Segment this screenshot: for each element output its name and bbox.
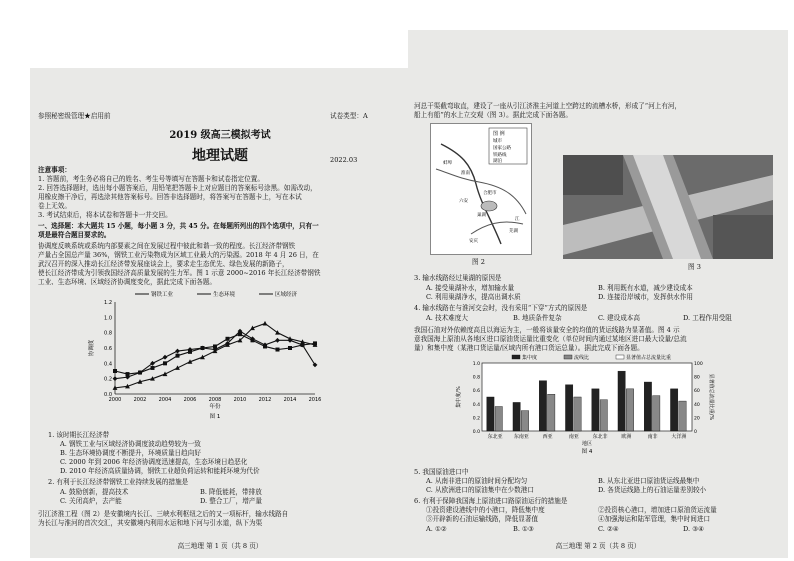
place-label: 六安 [459,199,468,204]
x-tick-label: 2004 [158,397,172,403]
exam-date: 2022.03 [330,156,358,164]
legend-swatch [616,355,624,359]
bar-流线比 [574,397,581,431]
place-label: 芜湖 [509,229,518,234]
q1-option-a: A. 钢铁工业与区域经济协调度波动趋势较为一致 [60,440,201,448]
bar-集中度 [565,385,572,431]
legend-item: 铁路线 [493,153,507,158]
bar-流线比 [548,394,555,431]
legend-swatch [512,355,520,359]
x-tick-label: 2016 [308,397,322,403]
data-point [213,344,217,348]
q2-option-b: B. 降低能耗，带排放 [200,488,262,496]
figure-3-caption: 图 3 [688,263,701,271]
data-point [275,338,280,343]
x-tick-label: 南非 [647,434,658,440]
y-tick-label: 0.8 [472,375,480,381]
bar-流线比 [521,411,528,431]
note-line: 1. 答题前，考生务必将自己的姓名、考生号等填写在答题卡和试卷指定位置。 [38,175,264,183]
data-point [251,338,255,342]
passage-line: 产量占全国总产量 36%，钢铁工业污染物成为区域工业最大的污染源。2018 年 4 月 26 日，在 [38,251,319,259]
y2-tick-label: 20 [694,416,700,422]
series-line-钢铁工业 [115,331,315,379]
x-tick-label: 2014 [283,397,297,403]
x-tick-label: 2012 [258,397,272,403]
data-point [288,346,292,350]
chart-caption: 图 4 [581,449,593,455]
bar-集中度 [592,389,599,431]
passage-line: 船上有船”的水上立交观（图 3）。据此完成下面各题。 [414,111,573,119]
x-tick-label: 东北非 [592,434,608,440]
passage-line: 引江济淮工程（图 2）是安徽境内长江、三峡水利枢纽之后的又一项标杆，输水线路自 [38,510,289,518]
aqueduct-photo-drawing [563,155,773,259]
page-footer: 高三地理 第 1 页（共 8 页） [177,542,263,550]
data-point [263,321,268,326]
bar-集中度 [670,389,677,431]
data-point [163,361,167,365]
data-point [188,350,192,354]
q3-option-a: A. 接受巢湖补水，增加输水量 [426,284,515,292]
x-tick-label: 2006 [183,397,197,403]
bar-集中度 [487,397,494,431]
x-tick-label: 2010 [233,397,247,403]
q6-choice-c: C. ②④ [598,525,619,533]
exam-page-2 [408,30,788,558]
y-tick-label: 0.6 [472,389,480,395]
place-label: 江 [515,217,520,222]
place-label: 蚌埠 [443,161,452,166]
data-point [163,355,168,360]
data-point [176,354,180,358]
field-dark [563,155,623,195]
question-2-stem: 2. 有利于长江经济带钢铁工业持续发展的措施是 [48,478,189,486]
legend-label: 区域经济 [275,292,298,298]
section-heading: 一、选择题：本大题共 15 小题，每小题 3 分，共 45 分。在每题所列出的四个选项中，只有一 [38,222,319,230]
legend-label: 流线比 [574,355,590,361]
bar-流线比 [679,401,686,431]
y-tick-label: 0.4 [104,361,112,368]
passage-line: 为长江与淮河的首次交汇，其安徽境内利用水运和地下河与引水道，纵下为渠 [38,519,263,527]
y-axis-title: 集中度/% [456,386,462,408]
data-point [238,332,242,336]
legend-item: 国家公路 [493,146,511,151]
y2-tick-label: 60 [694,389,700,395]
passage-line: 武汉召开的深入推动长江经济带发展座谈会上，要求走生态优先、绿色发展的新路子， [38,260,289,268]
data-point [151,366,155,370]
data-point [126,372,130,376]
q6-choice-b: B. ①③ [513,525,534,533]
legend-swatch [564,355,572,359]
legend-label: 显著值占总流量比重 [626,355,672,361]
q6-choice-d: D. ③④ [683,525,705,533]
q6-statement: ①投资建设港线中的小港口，降低集中度 [426,506,545,514]
x-tick-label: 东北亚 [487,434,503,440]
bar-流线比 [495,407,502,431]
figure-1-line-chart [85,288,335,428]
q6-statement: ④加强海运和陆军管理，集中时间进口 [598,515,711,523]
q5-option-b: B. 从东北亚进口原油货运线最集中 [598,477,700,485]
q2-option-d: D. 整合工厂，增产量 [200,497,262,505]
question-3-stem: 3. 输水线路经过巢湖的原因是 [414,274,502,282]
x-tick-label: 南亚 [568,434,579,440]
q3-option-c: C. 利用巢湖净水，提高出调水质 [426,293,521,301]
y-tick-label: 0.0 [472,430,480,435]
bar-集中度 [644,382,651,431]
place-label: 合肥市 [483,191,497,196]
place-label: 安庆 [469,239,478,244]
question-6-stem: 6. 有利于保障我国海上原油进口路原油运行的措施是 [414,497,568,505]
data-point [175,349,180,354]
y2-tick-label: 80 [694,375,700,381]
y2-tick-label: 0 [694,430,697,435]
legend-item: 城市 [493,139,502,144]
lake-shape [481,201,497,211]
x-axis-title: 地区 [581,441,593,447]
q5-option-d: D. 各货运线路上的石油运量差别较小 [598,486,707,494]
y2-tick-label: 100 [694,362,703,367]
q3-option-b: B. 利用既有水道，减少建设成本 [598,284,693,292]
exam-title: 2019 级高三模拟考试 [169,130,271,141]
place-label: 淮南 [461,171,470,176]
y-tick-label: 0.8 [104,330,112,337]
x-tick-label: 2008 [208,397,222,403]
q3-option-d: D. 连接沿岸城市，发挥供水作用 [598,293,693,301]
data-point [263,344,267,348]
q2-option-c: C. 关闭高炉，去产能 [60,497,122,505]
note-line: 用橡皮擦干净后，再选涂其他答案标号。回答非选择题时，将答案写在答题卡上，写在本试 [38,193,302,201]
q4-option-a: A. 技术难度大 [426,314,468,322]
data-point [226,337,230,341]
y-tick-label: 1.0 [104,315,112,322]
q4-option-d: D. 工程作用受阻 [683,314,732,322]
page-footer: 高三地理 第 2 页（共 8 页） [555,542,641,550]
legend-label: 钢铁工业 [151,292,174,298]
notes-title: 注意事项： [38,166,71,174]
passage-line: 意我国海上原油从各地区进口原油货运量比重变化（单位时间内通过某地区进口最大设量/总流 [414,335,687,343]
question-4-stem: 4. 输水线路在与淮河交会时，没有采用“下穿”方式的原因是 [414,304,588,312]
bar-集中度 [513,402,520,431]
note-line: 卷上无效。 [38,202,71,210]
y2-tick-label: 40 [694,402,700,408]
x-tick-label: 2002 [133,397,147,403]
bar-流线比 [626,389,633,431]
question-5-stem: 5. 我国原油进口中 [414,468,469,476]
series-line-区域经济 [115,323,315,387]
legend-item: 湖泊 [493,159,502,164]
note-line: 3. 考试结束后，将本试卷和答题卡一并交回。 [38,211,172,219]
figure-2-caption: 图 2 [472,258,485,266]
bar-集中度 [539,381,546,431]
y-tick-label: 0.0 [104,392,112,398]
data-point [138,371,142,375]
y-tick-label: 0.2 [472,416,480,422]
subject-title: 地理试题 [192,148,248,164]
q6-statement: ③开辟新的石油运输线路，降低显著值 [426,515,539,523]
bar-流线比 [600,400,607,431]
legend-title: 图 例 [493,131,505,137]
y2-axis-title: 显著值总流量比重/% [708,373,714,421]
passage-line: 河总干渠截弯取直，建设了一座从引江济淮主河道上空跨过的流槽水桥，形成了“河上有河， [414,102,682,110]
x-axis-title: 年份 [209,404,221,410]
x-tick-label: 东南亚 [513,434,529,440]
q6-choice-a: A. ①② [426,525,447,533]
figure-3-aqueduct-photo [563,155,773,259]
q1-option-d: D. 2010 年经济高质量协调，钢铁工业超负荷运转和能耗环境为代价 [60,467,260,475]
y-axis-title: 协调度 [89,339,95,357]
paper-type: 试卷类型：A [330,112,368,120]
q5-option-c: C. 从欧洲进口的原油集中在少数港口 [426,486,534,494]
passage-line: 量）和集中度（某港口货运量/区域内所有港口货运总量）。据此完成下面各题。 [414,344,644,352]
field-dark [713,215,773,259]
figure-4-bar-chart [448,353,728,463]
note-line: 2. 回答选择题时，选出每小题答案后，用铅笔把答题卡上对应题目的答案标号涂黑。如需改动， [38,184,317,192]
bar-集中度 [618,371,625,431]
x-tick-label: 欧洲 [621,434,632,440]
figure-2-map [430,123,532,255]
y-tick-label: 0.2 [104,376,112,383]
x-tick-label: 大洋洲 [671,434,687,440]
data-point [113,376,118,381]
y-tick-label: 1.2 [104,300,112,306]
question-1-stem: 1. 该时期长江经济带 [48,431,110,439]
bar-流线比 [653,396,660,431]
q4-option-b: B. 地质条件复杂 [513,314,562,322]
place-label: 巢湖 [477,213,486,218]
chart-caption: 图 1 [209,414,221,420]
passage-line: 协调度反映系统或系统内部要素之间在发展过程中彼此和谐一致的程度。长江经济带钢铁 [38,242,296,250]
x-tick-label: 西亚 [542,434,553,440]
x-tick-label: 2000 [108,397,122,403]
y-tick-label: 0.4 [472,402,480,408]
passage-line: 工业、生态环境、区域经济协调度变化，据此完成下面各题。 [38,278,217,286]
q4-option-c: C. 建设成本高 [598,314,640,322]
y-tick-label: 0.6 [104,346,112,352]
data-point [113,369,117,373]
river-map-drawing [431,124,531,254]
confidential-header: 参照秘密级管理★启用前 [38,112,111,120]
legend-label: 集中度 [522,355,538,361]
legend-label: 生态环境 [213,292,236,298]
data-point [276,348,280,352]
y-tick-label: 1.0 [472,362,480,367]
q2-option-a: A. 鼓励创新，提高技术 [60,488,129,496]
q1-option-c: C. 2000 年到 2006 年经济协调度迅速提高，生态环境日趋恶化 [60,458,248,466]
q6-statement: ②投资核心港口，增加进口原油货运流量 [598,506,717,514]
passage-line: 我国石油对外依赖度高且以海运为主，一般将该量安全的均值的货运线路为显著值。图 4 示 [414,326,680,334]
section-heading: 项是最符合题目要求的。 [38,231,111,239]
passage-line: 使长江经济带成为引领我国经济高质量发展的生力军。图 1 示意 2000~2016 年长江经济带钢铁 [38,269,321,277]
exam-page-1 [30,68,410,558]
q1-option-b: B. 生态环境协调度不断提升，环境质量日趋向好 [60,449,201,457]
data-point [201,346,205,350]
q5-option-a: A. 从南非进口的原油时间分配均匀 [426,477,528,485]
